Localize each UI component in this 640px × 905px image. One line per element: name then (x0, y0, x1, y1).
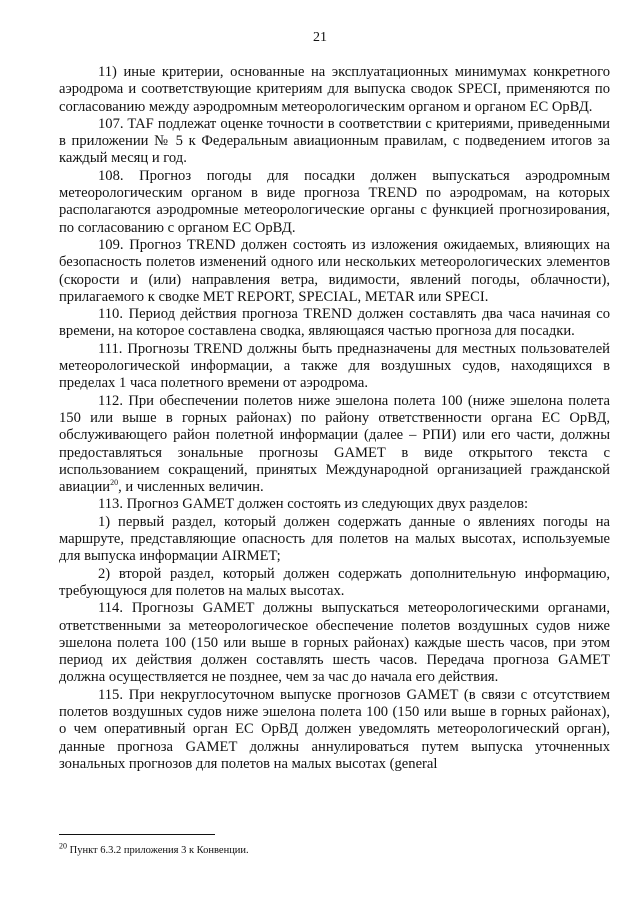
paragraph-110: 110. Период действия прогноза TREND должен составлять два часа начиная со времени, на которое составлена сводка, являющаяся частью прогноза для посадки. (59, 306, 610, 340)
paragraph-108: 108. Прогноз погоды для посадки должен выпускаться аэродромным метеорологическим органом в виде прогноза TREND по аэродромам, на которых располагаются аэродромные метеорологические органы с функцией прогнозирования, по согласованию с органом ЕС ОрВД. (59, 167, 610, 236)
paragraph-107: 107. TAF подлежат оценке точности в соответствии с критериями, приведенными в приложении № 5 к Федеральным авиационным правилам, с подведением итогов за каждый месяц и год. (59, 115, 610, 167)
paragraph-114: 114. Прогнозы GAMET должны выпускаться метеорологическими органами, ответственными за метеорологическое обеспечение полетов воздушных судов ниже эшелона полета 100 (150 или выше в горных районах) каждые шесть часов, при этом период их действия должен составлять шесть часов. Передача прогноза GAMET должна осуществляется не позднее, чем за час до начала его действия. (59, 600, 610, 686)
paragraph-112-text: 112. При обеспечении полетов ниже эшелона полета 100 (ниже эшелона полета 150 или выше в горных районах) по району ответственности органа ЕС ОрВД, обслуживающего район полетной информации (далее – РПИ) или его части, должны предоставляться зональные прогнозы GAMET в виде открытого текста с использованием сокращений, принятых Международной организацией гражданской авиации (59, 392, 610, 496)
paragraph-111: 111. Прогнозы TREND должны быть предназначены для местных пользователей метеорологической информации, а также для воздушных судов, находящихся в пределах 1 часа полетного времени от аэродрома. (59, 340, 610, 392)
paragraph-115: 115. При некруглосуточном выпуске прогнозов GAMET (в связи с отсутствием полетов воздушных судов ниже эшелона полета 100 (150 или выше в горных районах), о чем оперативный орган ЕС ОрВД должен уведомлять метеорологический орган), данные прогноза GAMET должны аннулироваться путем выпуска уточненных зональных прогнозов для полетов на малых высотах (general (59, 686, 610, 772)
footnote-number: 20 (59, 841, 67, 851)
footnote-divider (59, 834, 215, 835)
paragraph-113-item-1: 1) первый раздел, который должен содержать данные о явлениях погоды на маршруте, представляющие опасность для полетов на малых высотах, используемые для выпуска информации AIRMET; (59, 513, 610, 565)
paragraph-112 (59, 393, 610, 497)
paragraph-113: 113. Прогноз GAMET должен состоять из следующих двух разделов: (98, 496, 529, 513)
footnote-reference: 20 (110, 478, 119, 488)
page-number: 21 (313, 30, 327, 45)
paragraph-109: 109. Прогноз TREND должен состоять из изложения ожидаемых, влияющих на безопасность полетов изменений одного или нескольких метеорологических элементов (скорости и (или) направления ветра, видимости, явлений погоды, облачности), прилагаемого к сводке MET REPORT, SPECIAL, METAR или SPECI. (59, 236, 610, 305)
paragraph-106-item-11: 11) иные критерии, основанные на эксплуатационных минимумах конкретного аэродрома и соответствующие критериям для выпуска сводок SPECI, применяются по согласованию между аэродромным метеорологическим органом и органом ЕС ОрВД. (59, 64, 610, 115)
footnote (59, 841, 610, 857)
document-body (59, 64, 610, 773)
paragraph-113-item-2: 2) второй раздел, который должен содержать дополнительную информацию, требующуюся для полетов на малых высотах. (59, 565, 610, 599)
paragraph-112-tail: , и численных величин. (118, 479, 264, 496)
footnote-text: Пункт 6.3.2 приложения 3 к Конвенции. (69, 845, 249, 856)
